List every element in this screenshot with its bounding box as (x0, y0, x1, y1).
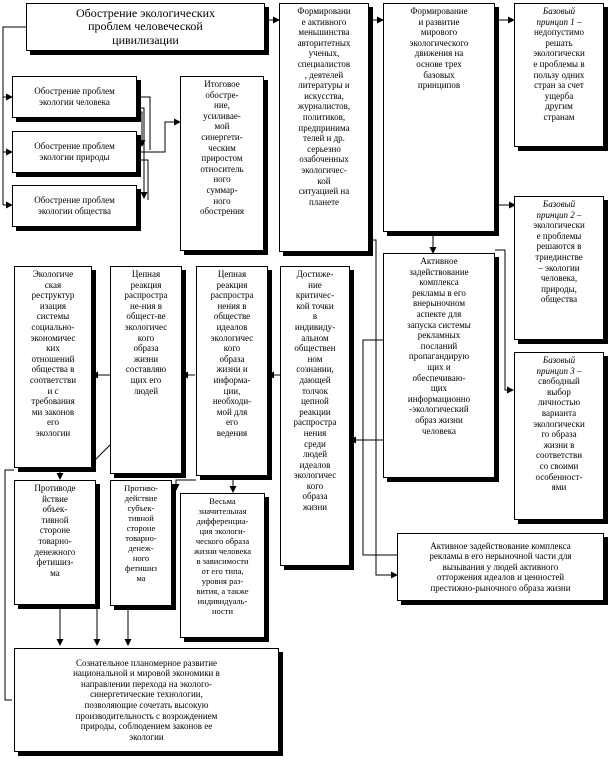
principle2-box (514, 196, 604, 340)
ad-external-text: Активное задействование комплекса рекламы в его внерыночном аспекте для запуска системы рекламных посланий пропагандирую щих и обеспечиваю- щих информационно -экологический образ жизни человека (407, 256, 471, 436)
principle3-text: свободный выбор личностью варианта экологически го образа жизни в соответстви со своими особенност- ями (533, 376, 585, 493)
principle1-box (514, 3, 604, 147)
ad-market-text: Активное задействование комплекса рекламы в его нерыночной части для вызывания у людей активного отторжения идеалов и ценностей престижно-рыночного образа жизни (429, 540, 572, 593)
arrow-to-total (137, 122, 180, 152)
restructuring-box (14, 266, 92, 468)
principle2-title: Базовый принцип 2 – (536, 199, 582, 220)
problem-human-box (12, 76, 137, 118)
critical-point-box (280, 266, 350, 566)
main-problem-box (26, 3, 265, 51)
principle1-text: недопустимо решать экологически е проблемы в пользу одних стран за счет ущерба другим странам (533, 27, 585, 122)
problem-human-text: Обострение проблем экологии человека (34, 86, 115, 107)
conscious-development-text: Сознательное планомерное развитие национальной и мировой экономики в направлении перехода на эколого- синергетические технологии, позволяющие сочетать высокую производительность с возрождением природы, соблюдением законов ее экологии (73, 657, 220, 742)
formation-minority-text: Формировани е активного меньшинства авторитетных ученых, специалистов , деятелей литературы и искусства, журналистов, политиков, предпринима телей и др. серьезно озабоченных экологичес- кой ситуацией на планете (297, 6, 351, 207)
chain-society-ecological-text: Цепная реакция распростра не-ния в общест-ве экологичес кого образа жизни составляю щих его людей (124, 269, 168, 396)
total-aggravation-box (180, 76, 264, 251)
main-problem-text: Обострение экологических проблем человеческой цивилизации (75, 5, 216, 47)
counter-objective-text: Противоде йствие объек- тивной стороне товарно- денежного фетишиз- ма (34, 483, 76, 578)
differentiation-text: Весьма значительная дифференциа- ция экологи- ческого образа жизни человека в зависимости от его типа, уровня раз- вития, а также индивидуаль- ности (193, 496, 252, 616)
counter-objective-box (14, 480, 96, 605)
problem-nature-box (12, 131, 137, 173)
differentiation-box (180, 493, 265, 638)
principle3-box (514, 352, 604, 520)
total-aggravation-text: Итоговое обостре- ние, усиливае- мой синергети- ческим приростом относитель ного суммар- ного обострения (199, 79, 245, 217)
chain-society-ecological-box (110, 266, 182, 474)
counter-subjective-box (110, 480, 172, 606)
problem-nature-text: Обострение проблем экологии природы (34, 141, 115, 162)
arrow-to-principle3 (495, 250, 513, 390)
problem-society-box (12, 185, 137, 227)
ad-market-box (397, 533, 604, 601)
ad-external-box (383, 253, 495, 478)
formation-movement-box (383, 3, 495, 232)
chain-society-box (196, 266, 268, 476)
principle1-title: Базовый принцип 1 – (536, 6, 582, 27)
principle3-title: Базовый принцип 3 – (536, 355, 582, 376)
chain-society-text: Цепная реакция распростра нения в обществе идеалов экологичес кого образа жизни и информа- ции, необходи- мой для его ведения (210, 269, 254, 438)
formation-movement-text: Формирование и развитие мирового экологического движения на основе трех базовых принципов (409, 6, 469, 91)
counter-subjective-text: Противо- действие субъек- тивной стороне товарно- денеж- ного фетишиз ма (124, 483, 158, 583)
formation-minority-box (279, 3, 369, 252)
restructuring-text: Экологиче ская реструктур изация системы социально- экономичес ких отношений общества в соответстви и с требования ми законов его экологии (29, 269, 77, 438)
conscious-development-box (14, 648, 279, 752)
critical-point-text: Достиже- ние критичес- кой точки в индивиду- альном обществен ном сознании, дающей толчок цепной реакции распростра нения среди людей идеалов экологичес кого образа жизни (293, 269, 337, 513)
principle2-text: экологически е проблемы решаются в триединстве – экологии человека, природы, общества (533, 220, 585, 305)
problem-society-text: Обострение проблем экологии общества (34, 195, 115, 216)
